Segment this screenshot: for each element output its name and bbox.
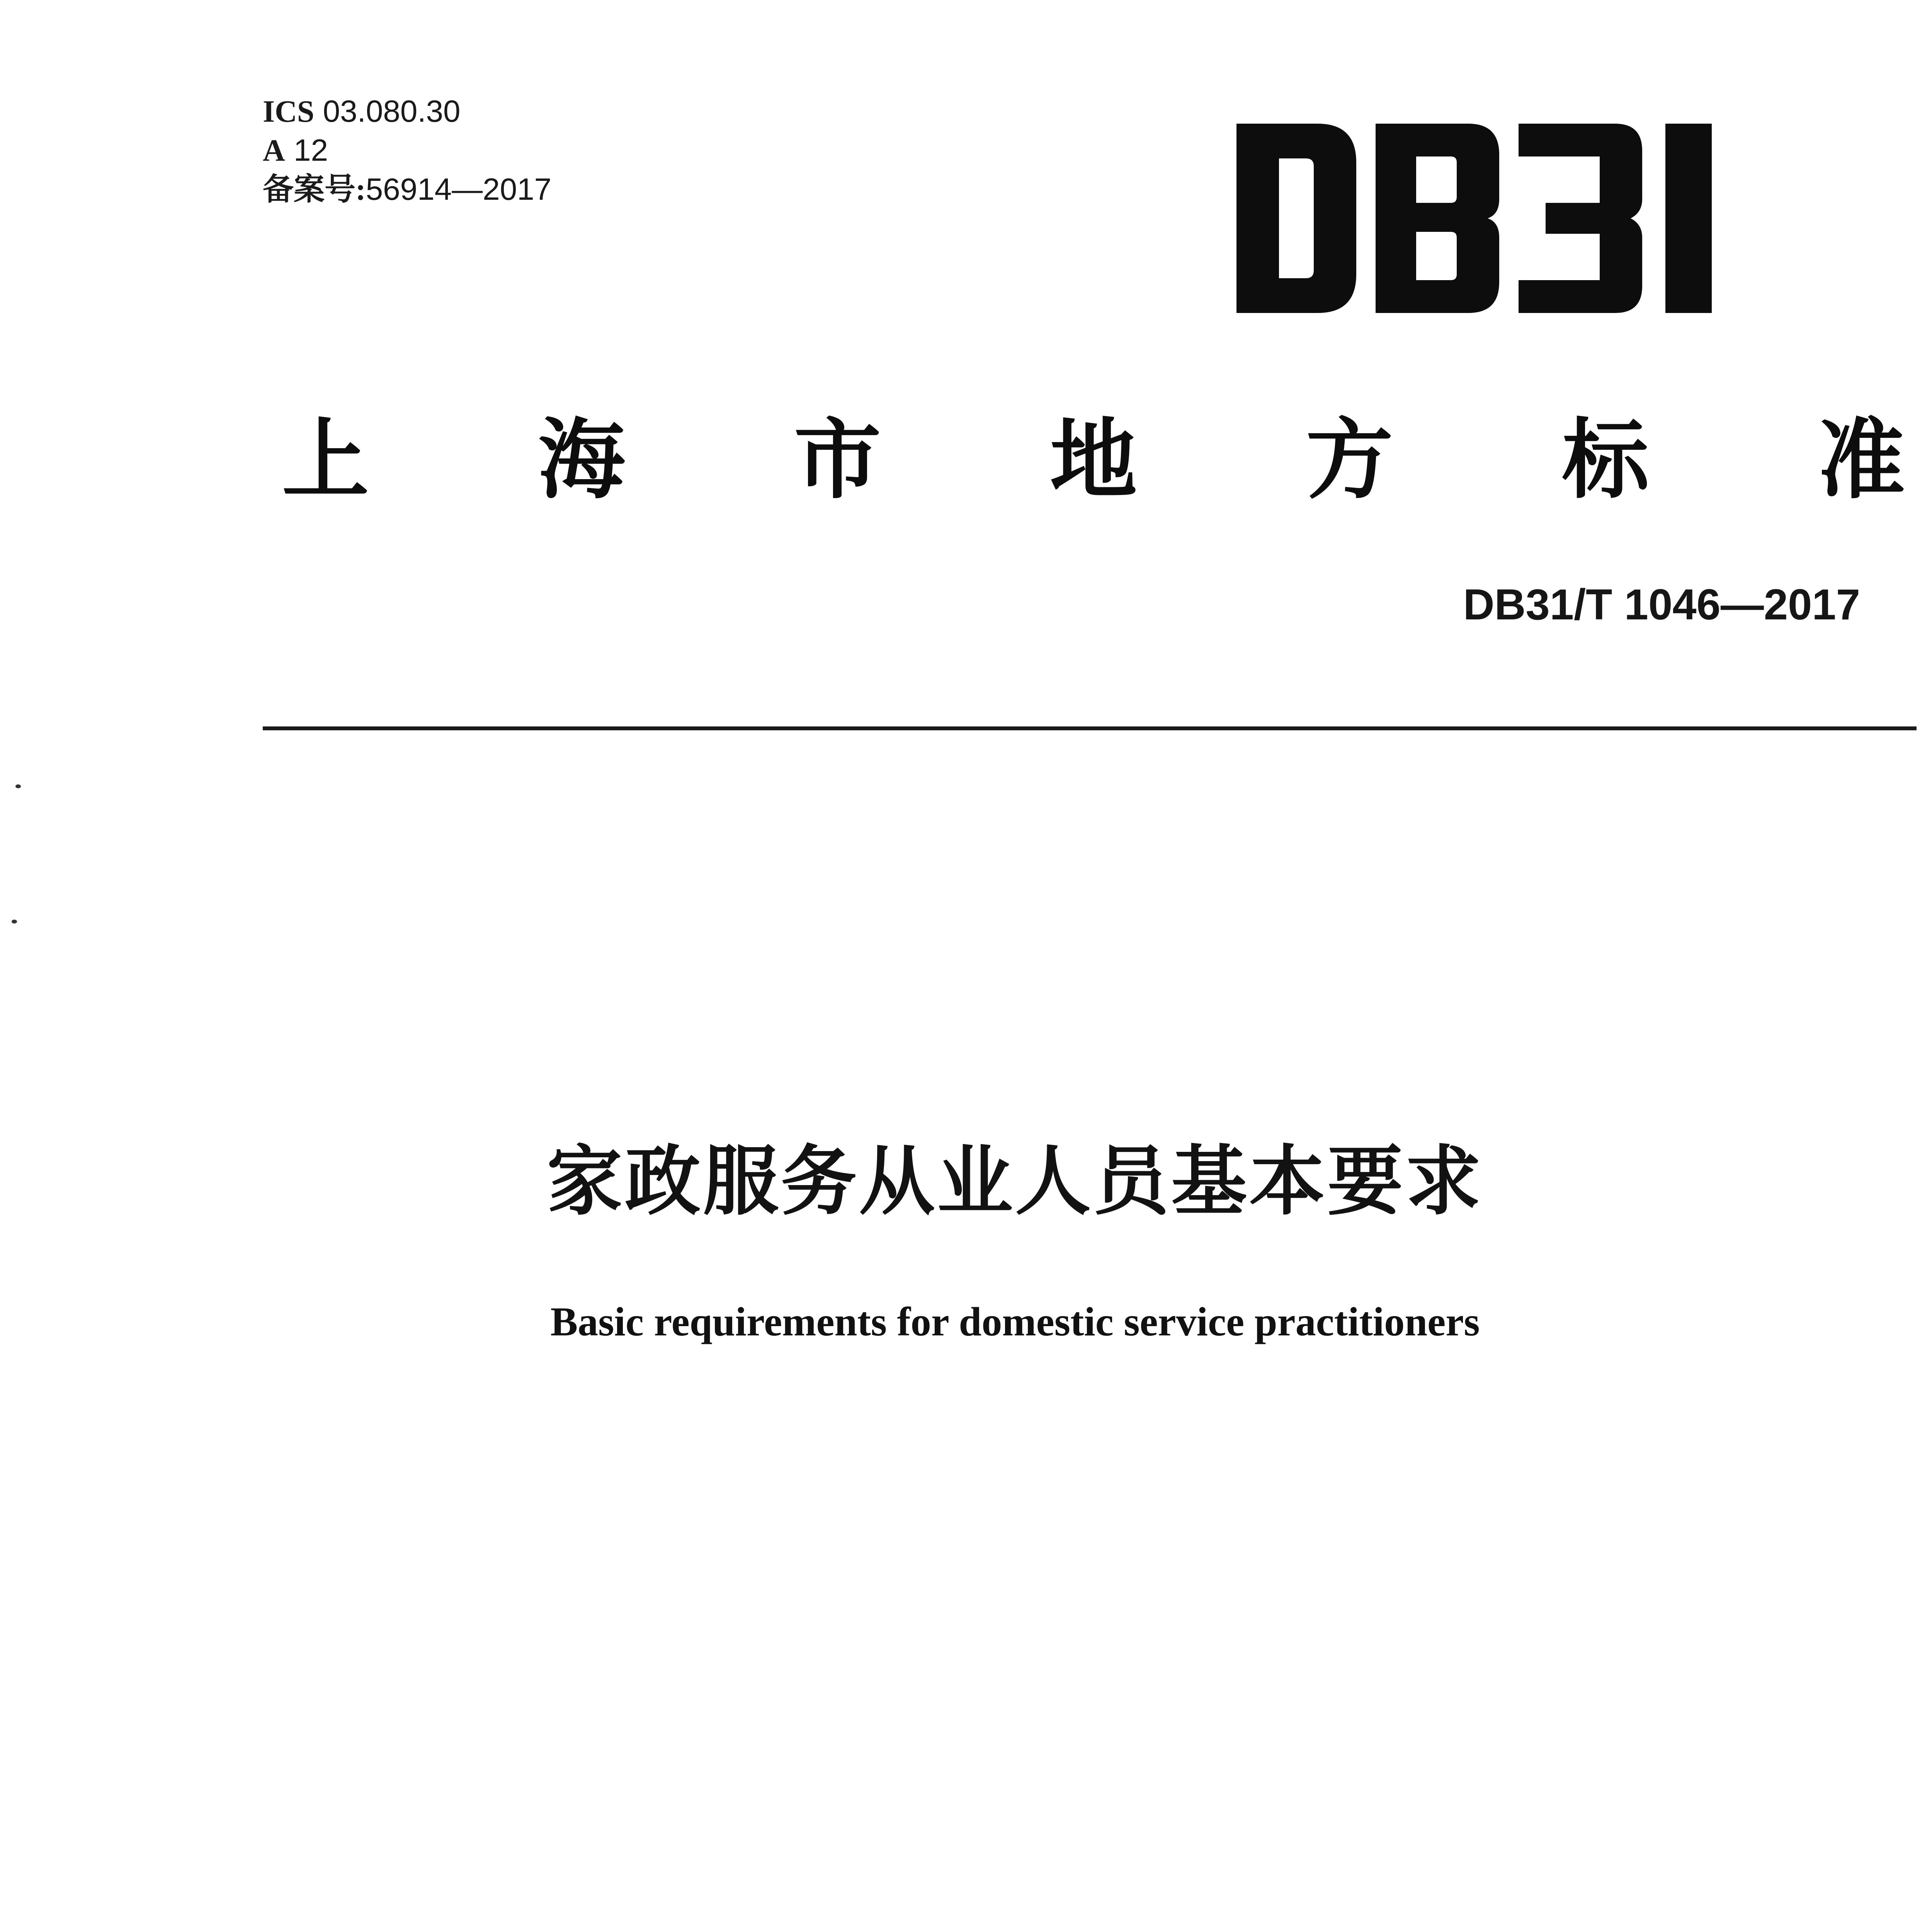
standard-type-char: 上 xyxy=(282,410,369,511)
ccs-value: 12 xyxy=(294,133,328,167)
ics-value: 03.080.30 xyxy=(323,94,461,128)
standard-type-char: 海 xyxy=(538,410,625,511)
ics-label: ICS xyxy=(263,95,315,129)
standard-code: DB31/T 1046—2017 xyxy=(1463,580,1860,629)
standard-type-char: 市 xyxy=(794,410,881,511)
standard-type-char: 标 xyxy=(1562,410,1649,511)
ics-line xyxy=(263,92,551,131)
record-line xyxy=(263,170,551,209)
ccs-label: A xyxy=(263,134,285,168)
standard-type-char: 准 xyxy=(1818,410,1905,511)
ccs-line xyxy=(263,131,551,170)
scan-speck xyxy=(15,784,21,788)
db31-logo xyxy=(1229,116,1793,321)
standard-type-heading xyxy=(282,390,1905,515)
standard-type-char: 地 xyxy=(1050,410,1137,511)
title-english: Basic requirements for domestic service practitioners xyxy=(550,1299,1480,1344)
scan-speck xyxy=(12,920,17,923)
classification-block xyxy=(263,92,551,209)
title-chinese: 家政服务从业人员基本要求 xyxy=(546,1138,1483,1226)
record-label: 备案号: xyxy=(263,173,366,207)
standard-type-char: 方 xyxy=(1306,410,1393,511)
record-value: 56914—2017 xyxy=(366,172,552,206)
top-divider xyxy=(263,726,1917,730)
